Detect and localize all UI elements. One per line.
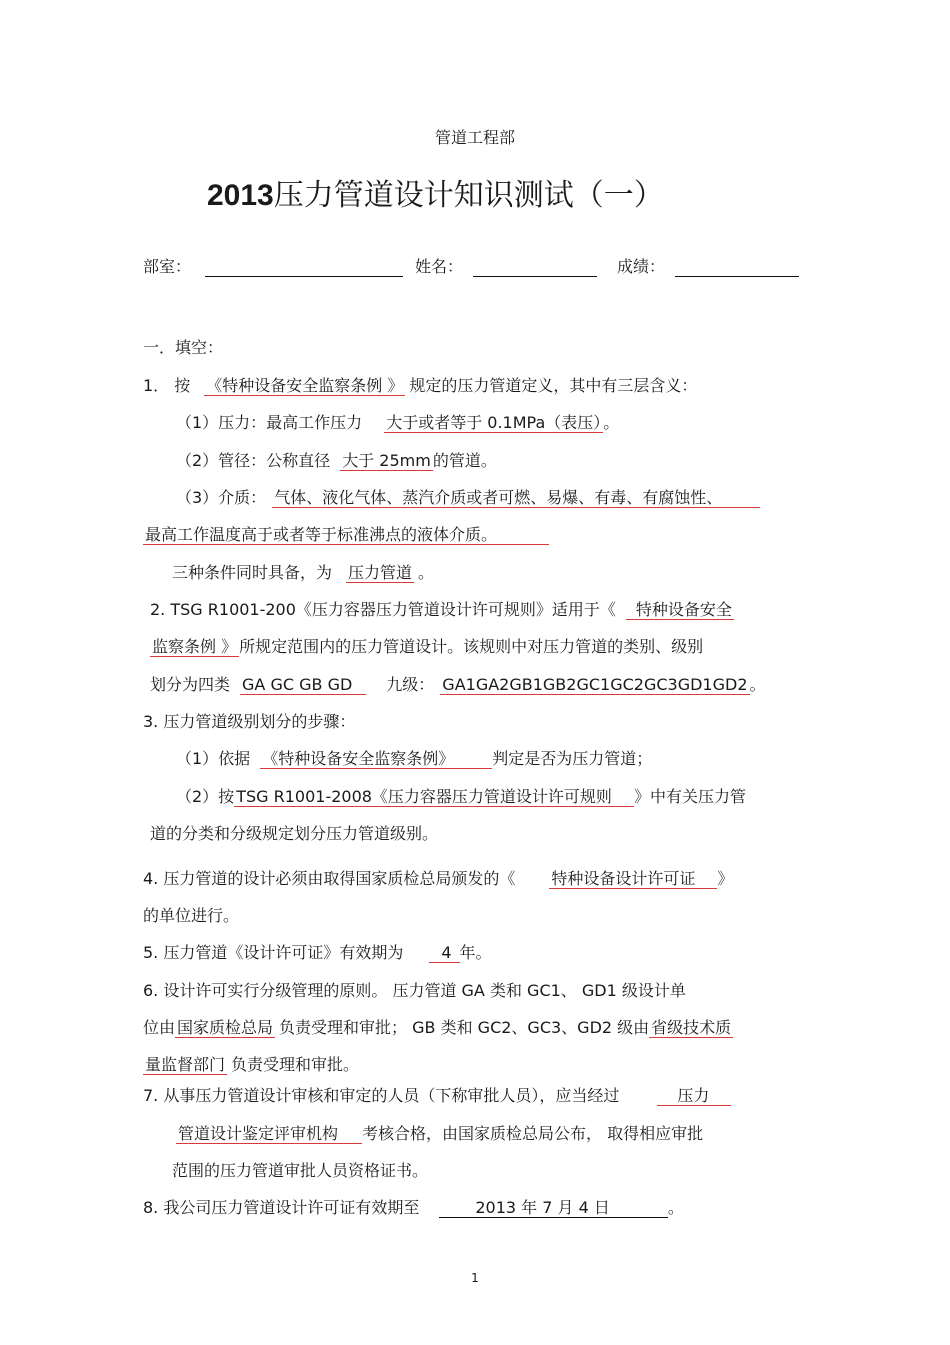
- q8-answer: 2013 年 7 月 4 日: [439, 1198, 668, 1218]
- page-number: 1: [471, 1271, 479, 1285]
- q1p1-post: 。: [603, 413, 620, 432]
- q7-text-2: 考核合格，由国家质检总局公布， 取得相应审批: [362, 1124, 704, 1143]
- question-3: 3. 压力管道级别划分的步骤：: [143, 712, 356, 731]
- q6-text-3: 负责受理和审批； GB 类和 GC2、GC3、GD2 级由: [279, 1018, 650, 1037]
- q1p1-answer: 大于或者等于 0.1MPa（表压）: [386, 413, 602, 432]
- q8-post: 。: [667, 1198, 684, 1217]
- q1-part-1: [176, 413, 619, 433]
- q6-answer-1: 国家质检总局: [177, 1018, 274, 1037]
- q2-text-3: 划分为四类: [150, 675, 231, 694]
- score-field[interactable]: [675, 256, 799, 277]
- q1p2-answer: 大于 25mm: [342, 451, 431, 470]
- q1-part-2: [176, 451, 497, 471]
- q3-step-2: [176, 787, 746, 807]
- q3-step-1: [176, 749, 652, 769]
- q2-answer-2: 监察条例 》: [152, 637, 238, 656]
- q4-post: 》: [717, 869, 734, 888]
- question-6: 6. 设计许可实行分级管理的原则。 压力管道 GA 类和 GC1、 GD1 级设计单: [143, 981, 686, 1000]
- q6-line-3: [143, 1055, 359, 1075]
- dept-label: 部室：: [143, 257, 192, 276]
- q7-answer-1: 压力: [657, 1086, 731, 1106]
- q3s1-answer: 《特种设备安全监察条例》: [260, 749, 492, 769]
- q1-summary-answer: 压力管道: [348, 563, 413, 582]
- page-title: [207, 176, 664, 216]
- q2-line-2: [150, 637, 703, 657]
- question-8: [143, 1198, 684, 1218]
- question-7: [143, 1086, 731, 1106]
- q1-summary-text: 三种条件同时具备，为: [172, 563, 333, 582]
- q5-text: 5. 压力管道《设计许可证》有效期为: [143, 943, 404, 962]
- q3s2-text: （2）按: [176, 787, 235, 806]
- q2-text-2: 所规定范围内的压力管道设计。该规则中对压力管道的类别、级别: [239, 637, 704, 656]
- q2-answer-1: 特种设备安全: [626, 600, 734, 620]
- q2-line-3: [150, 675, 766, 695]
- q1-answer: 《特种设备安全监察条例 》: [206, 376, 404, 395]
- question-2: [150, 600, 734, 620]
- title-year: 2013: [207, 179, 274, 212]
- q1-summary-post: 。: [418, 563, 435, 582]
- q3s1-post: 判定是否为压力管道；: [492, 749, 653, 768]
- q5-post: 年。: [459, 943, 492, 962]
- question-5: [143, 943, 492, 963]
- q1-text: 1． 按: [143, 376, 191, 395]
- question-4: [143, 869, 733, 889]
- q3s2-answer: TSG R1001-2008《压力容器压力管道设计许可规则: [234, 787, 634, 807]
- q2-text-4: 九级：: [386, 675, 435, 694]
- q4-text: 4. 压力管道的设计必须由取得国家质检总局颁发的《: [143, 869, 516, 888]
- q7-line-3: 范围的压力管道审批人员资格证书。: [172, 1161, 429, 1180]
- q3s2-post: 》中有关压力管: [633, 787, 746, 806]
- q2-text-5: 。: [749, 675, 766, 694]
- title-text: 压力管道设计知识测试（一）: [273, 178, 664, 213]
- info-row: [143, 256, 799, 277]
- q7-answer-2: 管道设计鉴定评审机构: [176, 1124, 362, 1144]
- q4-cont: 的单位进行。: [143, 906, 240, 925]
- q6-answer-3: 量监督部门: [145, 1055, 226, 1074]
- q1-summary: [172, 563, 434, 583]
- q7-line-2: [176, 1124, 703, 1144]
- q8-text: 8. 我公司压力管道设计许可证有效期至: [143, 1198, 420, 1217]
- q1p3-answer-1: 气体、液化气体、蒸汽介质或者可燃、易爆、有毒、有腐蚀性、: [272, 488, 760, 508]
- q3-step-2-cont: 道的分类和分级规定划分压力管道级别。: [150, 824, 439, 843]
- q1p3-text: （3）介质：: [176, 488, 267, 507]
- section-heading: 一．填空：: [143, 338, 224, 357]
- name-label: 姓名：: [415, 257, 464, 276]
- q1-part-3: [176, 488, 760, 508]
- q2-answer-3: GA GC GB GD: [240, 675, 366, 695]
- q6-text-2: 位由: [143, 1018, 176, 1037]
- q4-answer: 特种设备设计许可证: [549, 869, 717, 889]
- q2-answer-4: GA1GA2GB1GB2GC1GC2GC3GD1GD2: [442, 675, 748, 694]
- q6-line-2: [143, 1018, 733, 1038]
- score-label: 成绩：: [617, 257, 666, 276]
- name-field[interactable]: [473, 256, 597, 277]
- department-header: 管道工程部: [434, 128, 515, 147]
- q1p2-text: （2）管径：公称直径: [176, 451, 331, 470]
- q2-text: 2. TSG R1001-200《压力容器压力管道设计许可规则》适用于《: [150, 600, 616, 619]
- q6-answer-2: 省级技术质: [651, 1018, 732, 1037]
- q6-text-4: 负责受理和审批。: [231, 1055, 360, 1074]
- q3s1-text: （1）依据: [176, 749, 251, 768]
- q1p3-answer-2: 最高工作温度高于或者等于标准沸点的液体介质。: [143, 525, 549, 545]
- dept-field[interactable]: [205, 256, 403, 277]
- q5-answer: 4: [429, 943, 459, 963]
- q1p2-post: 的管道。: [432, 451, 497, 470]
- q1-text-post: 规定的压力管道定义，其中有三层含义：: [409, 376, 698, 395]
- q7-text: 7. 从事压力管道设计审核和审定的人员（下称审批人员），应当经过: [143, 1086, 620, 1105]
- q1p1-text: （1）压力：最高工作压力: [176, 413, 363, 432]
- question-1: [143, 376, 697, 396]
- q1-part-3-cont: [143, 525, 549, 545]
